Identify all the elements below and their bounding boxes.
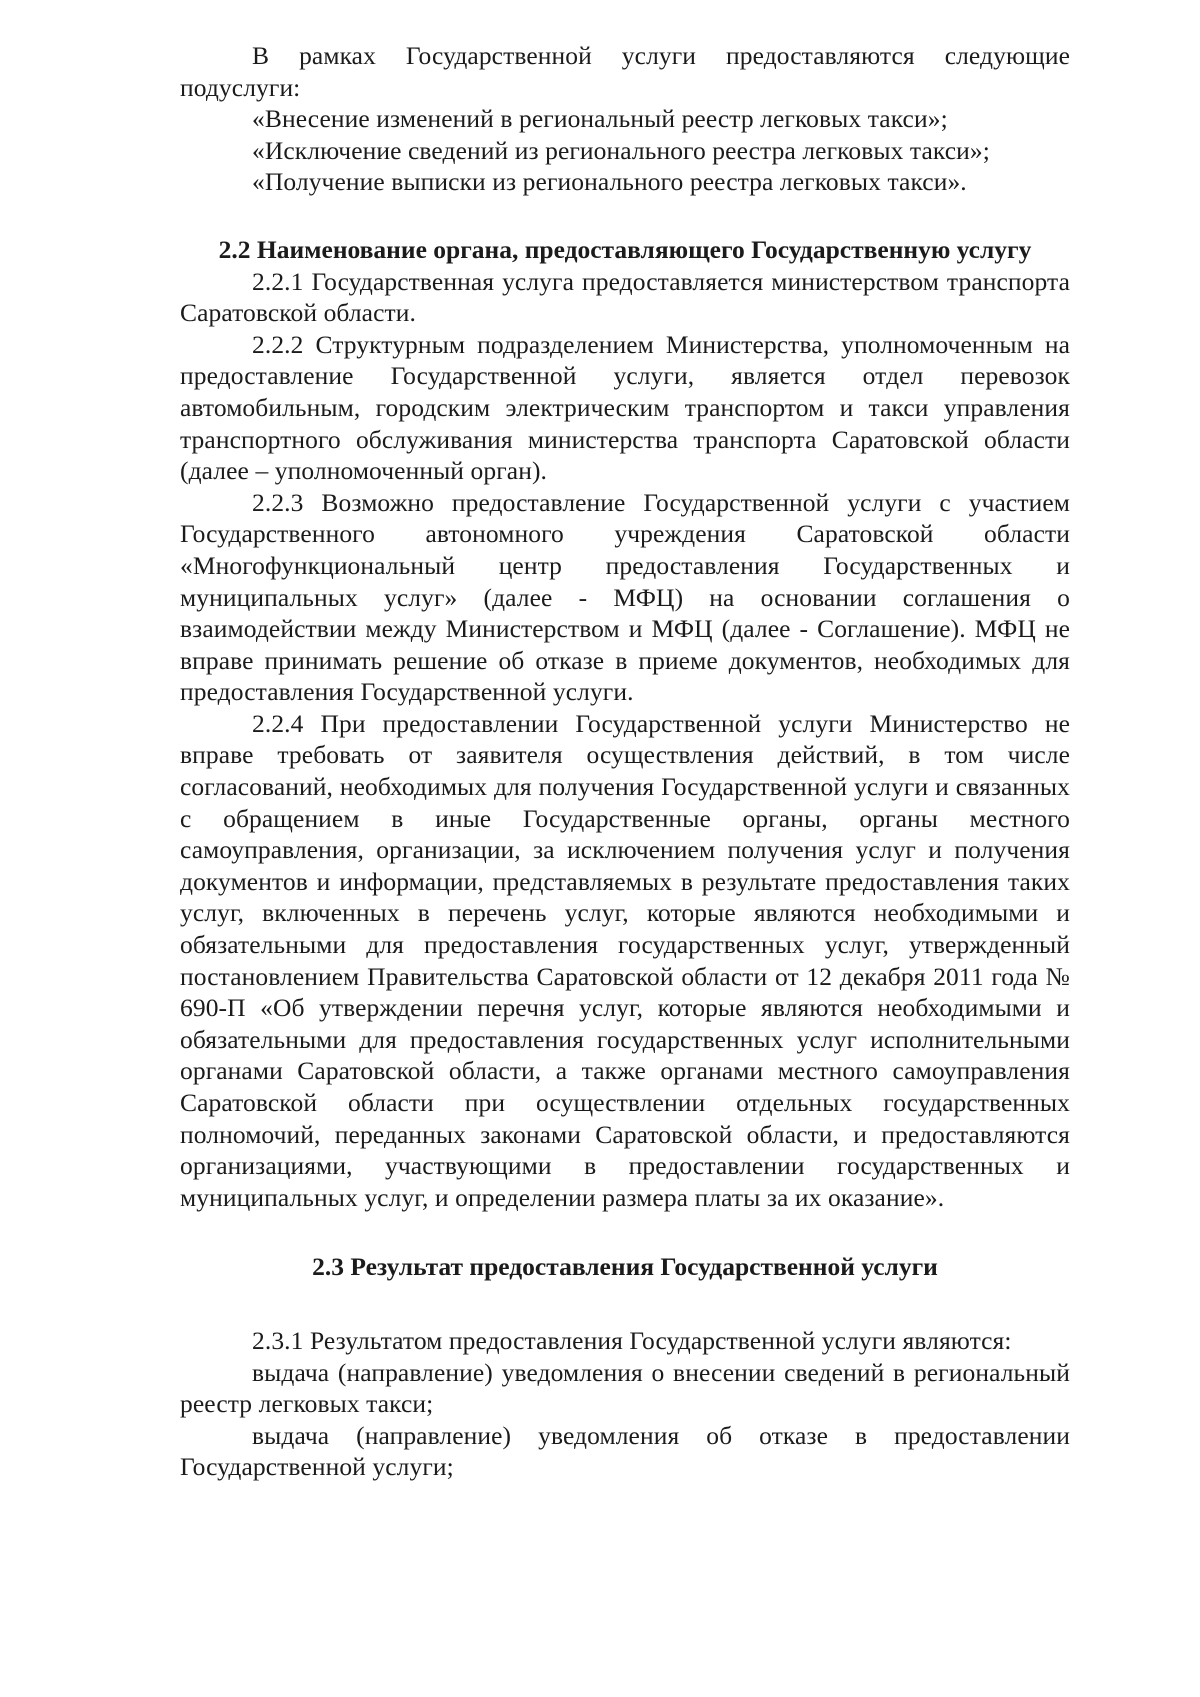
section-heading-2-2: 2.2 Наименование органа, предоставляющего Государственную услугу (218, 234, 1032, 264)
result-item: выдача (направление) уведомления о внесении сведений в региональный реестр легковых такси; (180, 1357, 1070, 1419)
paragraph-subservices-intro: В рамках Государственной услуги предоставляются следующие подуслуги: (180, 41, 1070, 102)
subservice-item: «Получение выписки из регионального реестра легковых такси». (252, 167, 967, 197)
section-heading-2-3: 2.3 Результат предоставления Государственной услуги (312, 1252, 938, 1282)
paragraph-2-2-2: 2.2.2 Структурным подразделением Министерства, уполномоченным на предоставление Государственной услуги, является отдел перевозок автомобильным, городским электрическим транспортом и такси управления транспортного обслуживания министерства транспорта Саратовской области (далее – уполномоченный орган). (180, 329, 1070, 486)
paragraph-2-2-1: 2.2.1 Государственная услуга предоставляется министерством транспорта Саратовской области. (180, 266, 1070, 328)
subservice-item: «Внесение изменений в региональный реестр легковых такси»; (252, 104, 948, 134)
subservice-item: «Исключение сведений из регионального реестра легковых такси»; (252, 135, 990, 165)
paragraph-2-3-1: 2.3.1 Результатом предоставления Государственной услуги являются: (252, 1325, 1012, 1355)
result-item: выдача (направление) уведомления об отказе в предоставлении Государственной услуги; (180, 1420, 1070, 1482)
paragraph-2-2-4: 2.2.4 При предоставлении Государственной услуги Министерство не вправе требовать от заявителя осуществления действий, в том числе согласований, необходимых для получения Государственной услуги и связанных с обращением в иные Государственные органы, органы местного самоуправления, организации, за исключением получения услуг и получения документов и информации, представляемых в результате предоставления таких услуг, включенных в перечень услуг, которые являются необходимыми и обязательными для предоставления государственных услуг, утвержденный постановлением Правительства Саратовской области от 12 декабря 2011 года № 690-П «Об утверждении перечня услуг, которые являются необходимыми и обязательными для предоставления государственных услуг исполнительными органами Саратовской области, а также органами местного самоуправления Саратовской области при осуществлении отдельных государственных полномочий, переданных законами Саратовской области, и предоставляются организациями, участвующими в предоставлении государственных и муниципальных услуг, и определении размера платы за их оказание». (180, 708, 1070, 1212)
paragraph-2-2-3: 2.2.3 Возможно предоставление Государственной услуги с участием Государственного автономного учреждения Саратовской области «Многофункциональный центр предоставления Государственных и муниципальных услуг» (далее - МФЦ) на основании соглашения о взаимодействии между Министерством и МФЦ (далее - Соглашение). МФЦ не вправе принимать решение об отказе в приеме документов, необходимых для предоставления Государственной услуги. (180, 487, 1070, 707)
